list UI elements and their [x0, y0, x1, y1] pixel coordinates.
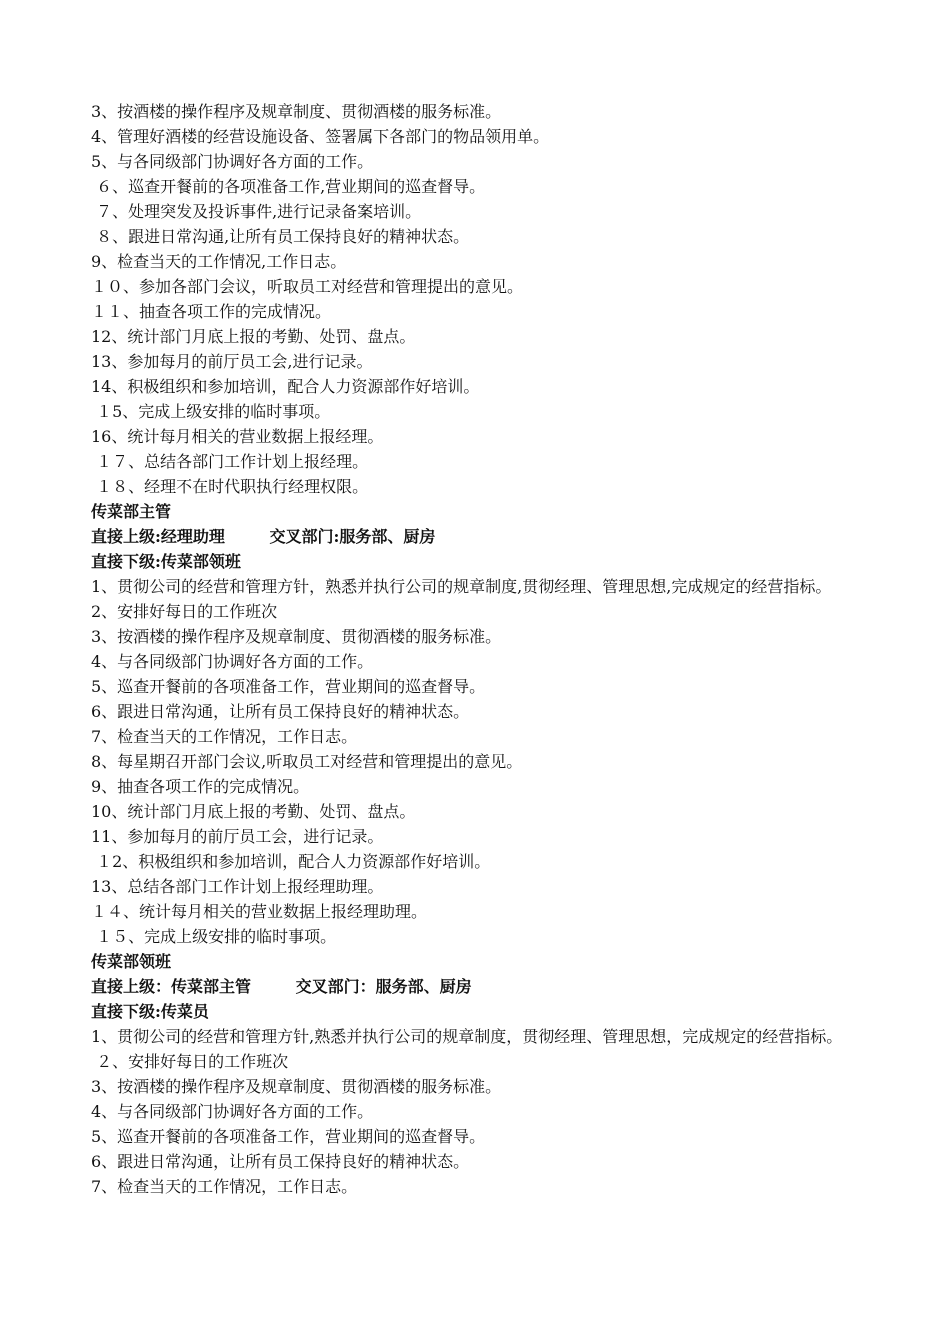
text-line: ８、跟进日常沟通,让所有员工保持良好的精神状态。	[91, 227, 470, 246]
text-line: 5、巡查开餐前的各项准备工作，营业期间的巡查督导。	[91, 677, 486, 696]
text-line: 12、统计部门月底上报的考勤、处罚、盘点。	[91, 327, 416, 346]
text-line: 11、参加每月的前厅员工会，进行记录。	[91, 827, 384, 846]
text-line: 3、按酒楼的操作程序及规章制度、贯彻酒楼的服务标准。	[91, 1077, 502, 1096]
text-line: 4、管理好酒楼的经营设施设备、签署属下各部门的物品领用单。	[91, 127, 550, 146]
text-line: 2、安排好每日的工作班次	[91, 602, 278, 621]
text-line: ２、安排好每日的工作班次	[91, 1052, 289, 1071]
text-line: 13、总结各部门工作计划上报经理助理。	[91, 877, 384, 896]
text-line: 3、按酒楼的操作程序及规章制度、贯彻酒楼的服务标准。	[91, 102, 502, 121]
document-body	[91, 99, 863, 1199]
text-line: 7、检查当天的工作情况，工作日志。	[91, 1177, 358, 1196]
text-line: １１、抽查各项工作的完成情况。	[91, 302, 332, 321]
section-heading: 传菜部领班	[91, 952, 172, 971]
text-line: 16、统计每月相关的营业数据上报经理。	[91, 427, 384, 446]
text-line: 5、与各同级部门协调好各方面的工作。	[91, 152, 374, 171]
text-line: １2、积极组织和参加培训，配合人力资源部作好培训。	[91, 852, 491, 871]
section-heading: 传菜部主管	[91, 502, 172, 521]
text-line: １７、总结各部门工作计划上报经理。	[91, 452, 369, 471]
text-line: 5、巡查开餐前的各项准备工作，营业期间的巡查督导。	[91, 1127, 486, 1146]
text-line: 6、跟进日常沟通，让所有员工保持良好的精神状态。	[91, 1152, 470, 1171]
text-line: 4、与各同级部门协调好各方面的工作。	[91, 652, 374, 671]
text-line: １０、参加各部门会议，听取员工对经营和管理提出的意见。	[91, 277, 524, 296]
text-line: １４、统计每月相关的营业数据上报经理助理。	[91, 902, 428, 921]
text-line: ７、处理突发及投诉事件,进行记录备案培训。	[91, 202, 422, 221]
text-line: 3、按酒楼的操作程序及规章制度、贯彻酒楼的服务标准。	[91, 627, 502, 646]
text-line: １８、经理不在时代职执行经理权限。	[91, 477, 369, 496]
text-line: 4、与各同级部门协调好各方面的工作。	[91, 1102, 374, 1121]
text-line: 14、积极组织和参加培训，配合人力资源部作好培训。	[91, 377, 480, 396]
text-line: 7、检查当天的工作情况，工作日志。	[91, 727, 358, 746]
text-line: 10、统计部门月底上报的考勤、处罚、盘点。	[91, 802, 416, 821]
text-line: 1、贯彻公司的经营和管理方针，熟悉并执行公司的规章制度,贯彻经理、管理思想,完成规定的经营指标。	[91, 577, 832, 596]
section-heading: 直接上级:经理助理 交叉部门:服务部、厨房	[91, 527, 436, 546]
text-line: 1、贯彻公司的经营和管理方针,熟悉并执行公司的规章制度，贯彻经理、管理思想，完成规定的经营指标。	[91, 1027, 843, 1046]
text-line: １５、完成上级安排的临时事项。	[91, 927, 337, 946]
text-line: 8、每星期召开部门会议,听取员工对经营和管理提出的意见。	[91, 752, 523, 771]
text-line: ６、巡查开餐前的各项准备工作,营业期间的巡查督导。	[91, 177, 486, 196]
section-heading: 直接下级:传菜部领班	[91, 552, 241, 571]
section-heading: 直接上级：传菜部主管 交叉部门：服务部、厨房	[91, 977, 472, 996]
text-line: 9、检查当天的工作情况,工作日志。	[91, 252, 347, 271]
text-line: 6、跟进日常沟通，让所有员工保持良好的精神状态。	[91, 702, 470, 721]
text-line: 9、抽查各项工作的完成情况。	[91, 777, 310, 796]
text-line: １5、完成上级安排的临时事项。	[91, 402, 331, 421]
text-line: 13、参加每月的前厅员工会,进行记录。	[91, 352, 373, 371]
section-heading: 直接下级:传菜员	[91, 1002, 209, 1021]
